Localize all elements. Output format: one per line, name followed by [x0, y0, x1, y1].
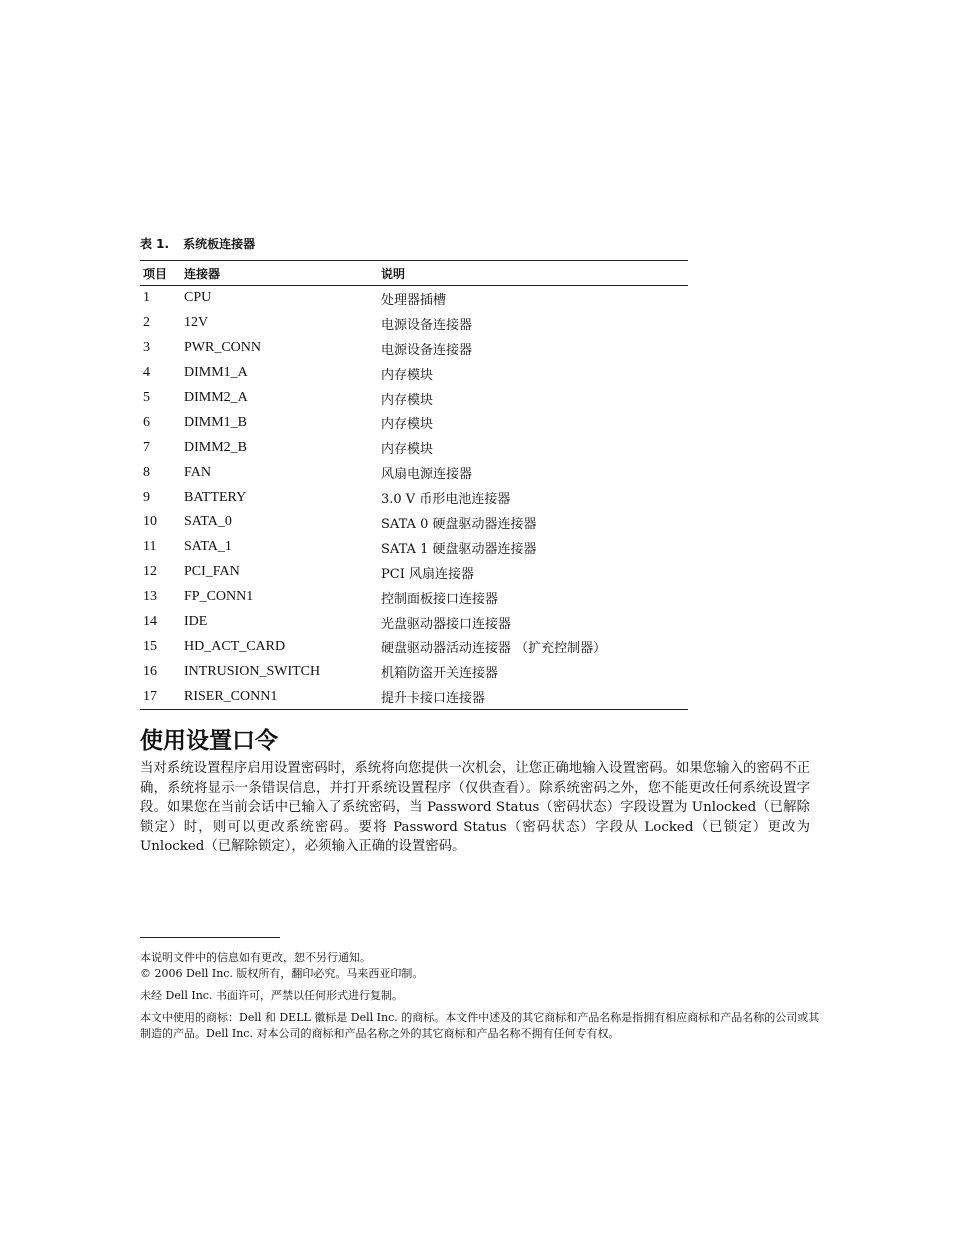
- table-row: [140, 460, 688, 485]
- row-description: 内存模块: [381, 417, 434, 433]
- table-row: [140, 361, 688, 386]
- row-description: 提升卡接口连接器: [381, 691, 486, 707]
- table-row: [140, 634, 688, 659]
- row-item-number: 16: [143, 663, 157, 679]
- row-connector: HD_ACT_CARD: [184, 638, 286, 654]
- table-caption-number: 表 1.: [140, 237, 170, 251]
- row-item-number: 11: [143, 539, 157, 555]
- section-body: [140, 759, 810, 857]
- table-caption: [140, 235, 255, 252]
- row-connector: RISER_CONN1: [184, 688, 278, 704]
- row-description: 内存模块: [381, 392, 434, 408]
- section-paragraph: 当对系统设置程序启用设置密码时，系统将向您提供一次机会，让您正确地输入设置密码。如果您输入的密码不正确，系统将显示一条错误信息，并打开系统设置程序（仅供查看）。除系统密码之外，您不能更改任何系统设置字段。如果您在当前会话中已输入了系统密码，当 Password Status（密码状态）字段设置为 Unlocked（已解除锁定）时，则可以更改系统密码。要将 Password Status（密码状态）字段从 Locked（已锁定）更改为 Unlocked（已解除锁定），必须输入正确的设置密码。: [140, 761, 810, 854]
- row-connector: BATTERY: [184, 489, 247, 505]
- row-connector: INTRUSION_SWITCH: [184, 663, 321, 679]
- row-connector: SATA_0: [184, 514, 232, 530]
- row-item-number: 13: [143, 589, 157, 605]
- table-row: [140, 535, 688, 560]
- row-connector: PWR_CONN: [184, 340, 262, 356]
- table-row: [140, 610, 688, 635]
- table-row: [140, 286, 688, 311]
- row-connector: FP_CONN1: [184, 589, 254, 605]
- table-row: [140, 485, 688, 510]
- table-row: [140, 386, 688, 411]
- row-item-number: 1: [143, 290, 150, 306]
- row-connector: CPU: [184, 290, 212, 306]
- row-description: 3.0 V 币形电池连接器: [381, 492, 511, 508]
- row-description: 控制面板接口连接器: [381, 591, 499, 607]
- table-caption-title: 系统板连接器: [183, 237, 256, 251]
- row-item-number: 2: [143, 315, 150, 331]
- row-connector: DIMM2_B: [184, 439, 248, 455]
- footnote-notice: 本说明文件中的信息如有更改，恕不另行通知。: [140, 951, 371, 964]
- row-description: 电源设备连接器: [381, 342, 473, 358]
- footnote-reproduction: 未经 Dell Inc. 书面许可，严禁以任何形式进行复制。: [140, 989, 403, 1002]
- row-connector: FAN: [184, 464, 211, 480]
- row-item-number: 5: [143, 390, 150, 405]
- row-connector: DIMM1_B: [184, 414, 248, 430]
- row-description: 内存模块: [381, 367, 434, 383]
- row-description: 内存模块: [381, 442, 434, 458]
- row-connector: DIMM1_A: [184, 365, 248, 381]
- footnote-trademarks: 本文中使用的商标：Dell 和 DELL 徽标是 Dell Inc. 的商标。本文件中述及的其它商标和产品名称是指拥有相应商标和产品名称的公司或其制造的产品。Dell Inc. 对本公司的商标和产品名称之外的其它商标和产品名称不拥有任何专有权。: [140, 1011, 820, 1040]
- row-connector: PCI_FAN: [184, 564, 240, 580]
- row-description: SATA 1 硬盘驱动器连接器: [381, 541, 537, 557]
- header-description: 说明: [381, 266, 406, 281]
- table-row: [140, 684, 688, 709]
- row-item-number: 7: [143, 439, 150, 455]
- row-item-number: 3: [143, 340, 150, 356]
- connector-table: [140, 260, 688, 710]
- table-row: [140, 410, 688, 435]
- row-connector: IDE: [184, 614, 208, 630]
- section-title: 使用设置口令: [140, 728, 278, 754]
- row-item-number: 6: [143, 414, 150, 430]
- row-item-number: 14: [143, 614, 157, 630]
- row-description: 电源设备连接器: [381, 317, 473, 333]
- table-row: [140, 311, 688, 336]
- row-description: PCI 风扇连接器: [381, 566, 474, 582]
- row-item-number: 9: [143, 489, 150, 505]
- row-description: 风扇电源连接器: [381, 467, 473, 483]
- table-body: [140, 286, 688, 709]
- row-description: 处理器插槽: [381, 292, 447, 308]
- row-description: 硬盘驱动器活动连接器 （扩充控制器）: [381, 641, 607, 657]
- row-connector: SATA_1: [184, 539, 232, 555]
- row-description: SATA 0 硬盘驱动器连接器: [381, 516, 537, 532]
- row-description: 光盘驱动器接口连接器: [381, 616, 512, 632]
- footnote-copyright: © 2006 Dell Inc. 版权所有，翻印必究。马来西亚印制。: [140, 967, 424, 980]
- row-item-number: 10: [143, 514, 157, 530]
- table-row: [140, 435, 688, 460]
- header-connector: 连接器: [184, 266, 221, 281]
- row-connector: DIMM2_A: [184, 390, 248, 405]
- table-row: [140, 510, 688, 535]
- table-header-row: [140, 261, 688, 286]
- footnotes: [140, 950, 820, 1042]
- row-item-number: 8: [143, 464, 150, 480]
- row-item-number: 4: [143, 365, 150, 381]
- row-item-number: 12: [143, 564, 157, 580]
- table-row: [140, 560, 688, 585]
- row-connector: 12V: [184, 315, 209, 331]
- table-row: [140, 336, 688, 361]
- table-row: [140, 585, 688, 610]
- row-item-number: 15: [143, 638, 157, 654]
- table-row: [140, 659, 688, 684]
- row-item-number: 17: [143, 688, 157, 704]
- header-item: 项目: [143, 266, 168, 281]
- footnote-divider: [140, 937, 280, 938]
- row-description: 机箱防盗开关连接器: [381, 666, 499, 682]
